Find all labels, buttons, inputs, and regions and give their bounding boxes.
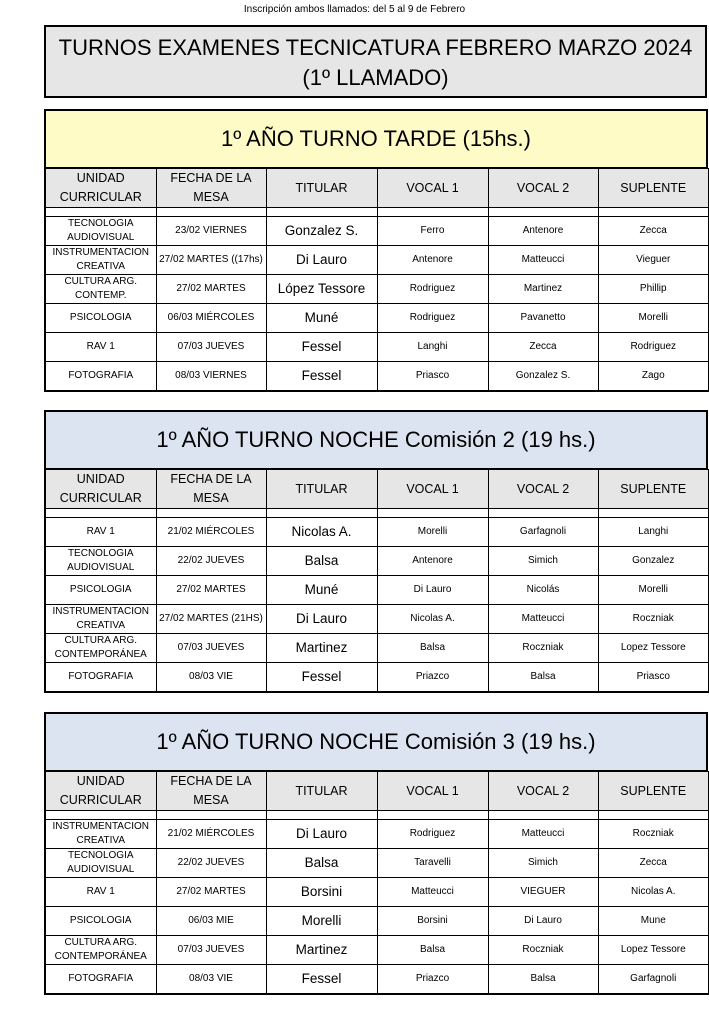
- vocal-2-cell: Pavanetto: [488, 304, 598, 333]
- empty-cell: [266, 811, 377, 820]
- table-row: [45, 275, 709, 304]
- table-row: [45, 605, 709, 634]
- vocal-1-cell: Di Lauro: [377, 576, 488, 605]
- unidad-curricular-cell: RAV 1: [45, 518, 156, 547]
- header-fecha-mesa: FECHA DE LA MESA: [156, 470, 266, 509]
- fecha-mesa-cell: 08/03 VIE: [156, 663, 266, 693]
- table-row: [45, 663, 709, 693]
- suplente-cell: Vieguer: [598, 246, 709, 275]
- header-vocal-2: VOCAL 2: [488, 772, 598, 811]
- fecha-mesa-cell: 21/02 MIÉRCOLES: [156, 518, 266, 547]
- fecha-mesa-cell: 27/02 MARTES: [156, 275, 266, 304]
- spacer-row: [45, 208, 709, 217]
- suplente-cell: Roczniak: [598, 605, 709, 634]
- fecha-mesa-cell: 06/03 MIE: [156, 907, 266, 936]
- empty-cell: [377, 509, 488, 518]
- vocal-2-cell: Gonzalez S.: [488, 362, 598, 392]
- header-vocal-1: VOCAL 1: [377, 470, 488, 509]
- suplente-cell: Priasco: [598, 663, 709, 693]
- unidad-curricular-cell: CULTURA ARG. CONTEMPORÁNEA: [45, 634, 156, 663]
- vocal-2-cell: Nicolás: [488, 576, 598, 605]
- empty-cell: [377, 811, 488, 820]
- empty-cell: [156, 509, 266, 518]
- fecha-mesa-cell: 27/02 MARTES (21HS): [156, 605, 266, 634]
- empty-cell: [377, 208, 488, 217]
- suplente-cell: Lopez Tessore: [598, 634, 709, 663]
- header-unidad-curricular: UNIDAD CURRICULAR: [45, 470, 156, 509]
- block-title: 1º AÑO TURNO NOCHE Comisión 2 (19 hs.): [44, 410, 708, 469]
- fecha-mesa-cell: 06/03 MIÉRCOLES: [156, 304, 266, 333]
- header-unidad-curricular: UNIDAD CURRICULAR: [45, 772, 156, 811]
- vocal-2-cell: Balsa: [488, 663, 598, 693]
- titular-cell: Di Lauro: [266, 820, 377, 849]
- unidad-curricular-cell: PSICOLOGIA: [45, 304, 156, 333]
- empty-cell: [488, 509, 598, 518]
- table-row: [45, 217, 709, 246]
- unidad-curricular-cell: TECNOLOGIA AUDIOVISUAL: [45, 849, 156, 878]
- fecha-mesa-cell: 07/03 JUEVES: [156, 634, 266, 663]
- suplente-cell: Mune: [598, 907, 709, 936]
- vocal-2-cell: Simich: [488, 547, 598, 576]
- titular-cell: Morelli: [266, 907, 377, 936]
- block-noche-comision-3: [44, 712, 708, 995]
- unidad-curricular-cell: INSTRUMENTACION CREATIVA: [45, 246, 156, 275]
- fecha-mesa-cell: 27/02 MARTES: [156, 878, 266, 907]
- vocal-2-cell: Martinez: [488, 275, 598, 304]
- empty-cell: [45, 811, 156, 820]
- header-row: [45, 772, 709, 811]
- vocal-1-cell: Priazco: [377, 663, 488, 693]
- vocal-1-cell: Langhi: [377, 333, 488, 362]
- vocal-1-cell: Balsa: [377, 634, 488, 663]
- fecha-mesa-cell: 08/03 VIERNES: [156, 362, 266, 392]
- titular-cell: Borsini: [266, 878, 377, 907]
- vocal-2-cell: Matteucci: [488, 246, 598, 275]
- fecha-mesa-cell: 22/02 JUEVES: [156, 849, 266, 878]
- vocal-2-cell: Balsa: [488, 965, 598, 995]
- titular-cell: López Tessore: [266, 275, 377, 304]
- unidad-curricular-cell: INSTRUMENTACION CREATIVA: [45, 820, 156, 849]
- titular-cell: Muné: [266, 576, 377, 605]
- titular-cell: Martinez: [266, 634, 377, 663]
- titular-cell: Di Lauro: [266, 605, 377, 634]
- spacer-row: [45, 509, 709, 518]
- titular-cell: Martinez: [266, 936, 377, 965]
- unidad-curricular-cell: PSICOLOGIA: [45, 576, 156, 605]
- unidad-curricular-cell: FOTOGRAFIA: [45, 663, 156, 693]
- vocal-2-cell: Roczniak: [488, 634, 598, 663]
- fecha-mesa-cell: 22/02 JUEVES: [156, 547, 266, 576]
- fecha-mesa-cell: 08/03 VIE: [156, 965, 266, 995]
- suplente-cell: Zecca: [598, 849, 709, 878]
- suplente-cell: Morelli: [598, 576, 709, 605]
- main-title-line2: (1º LLAMADO): [302, 65, 449, 90]
- vocal-1-cell: Morelli: [377, 518, 488, 547]
- vocal-1-cell: Rodriguez: [377, 275, 488, 304]
- unidad-curricular-cell: RAV 1: [45, 878, 156, 907]
- suplente-cell: Morelli: [598, 304, 709, 333]
- suplente-cell: Gonzalez: [598, 547, 709, 576]
- vocal-1-cell: Antenore: [377, 547, 488, 576]
- vocal-2-cell: Matteucci: [488, 605, 598, 634]
- suplente-cell: Nicolas A.: [598, 878, 709, 907]
- main-title-line1: TURNOS EXAMENES TECNICATURA FEBRERO MARZO 2024: [58, 35, 693, 60]
- suplente-cell: Rodriguez: [598, 333, 709, 362]
- vocal-2-cell: Antenore: [488, 217, 598, 246]
- unidad-curricular-cell: TECNOLOGIA AUDIOVISUAL: [45, 547, 156, 576]
- header-fecha-mesa: FECHA DE LA MESA: [156, 772, 266, 811]
- titular-cell: Muné: [266, 304, 377, 333]
- exam-table: [44, 168, 709, 392]
- empty-cell: [488, 208, 598, 217]
- empty-cell: [266, 208, 377, 217]
- titular-cell: Fessel: [266, 333, 377, 362]
- vocal-1-cell: Rodriguez: [377, 304, 488, 333]
- titular-cell: Nicolas A.: [266, 518, 377, 547]
- header-titular: TITULAR: [266, 470, 377, 509]
- empty-cell: [266, 509, 377, 518]
- unidad-curricular-cell: FOTOGRAFIA: [45, 362, 156, 392]
- vocal-1-cell: Priasco: [377, 362, 488, 392]
- spacer-row: [45, 811, 709, 820]
- empty-cell: [45, 208, 156, 217]
- header-unidad-curricular: UNIDAD CURRICULAR: [45, 169, 156, 208]
- block-noche-comision-2: [44, 410, 708, 693]
- table-row: [45, 965, 709, 995]
- unidad-curricular-cell: CULTURA ARG. CONTEMPORÁNEA: [45, 936, 156, 965]
- vocal-2-cell: Garfagnoli: [488, 518, 598, 547]
- table-row: [45, 820, 709, 849]
- table-row: [45, 518, 709, 547]
- unidad-curricular-cell: CULTURA ARG. CONTEMP.: [45, 275, 156, 304]
- empty-cell: [598, 811, 709, 820]
- unidad-curricular-cell: TECNOLOGIA AUDIOVISUAL: [45, 217, 156, 246]
- vocal-1-cell: Rodriguez: [377, 820, 488, 849]
- titular-cell: Balsa: [266, 547, 377, 576]
- header-suplente: SUPLENTE: [598, 772, 709, 811]
- vocal-1-cell: Nicolas A.: [377, 605, 488, 634]
- vocal-2-cell: Roczniak: [488, 936, 598, 965]
- suplente-cell: Garfagnoli: [598, 965, 709, 995]
- block-tarde: [44, 109, 708, 392]
- empty-cell: [598, 509, 709, 518]
- empty-cell: [598, 208, 709, 217]
- header-titular: TITULAR: [266, 169, 377, 208]
- suplente-cell: Zago: [598, 362, 709, 392]
- table-row: [45, 849, 709, 878]
- table-row: [45, 878, 709, 907]
- fecha-mesa-cell: 07/03 JUEVES: [156, 333, 266, 362]
- vocal-2-cell: VIEGUER: [488, 878, 598, 907]
- exam-table: [44, 469, 709, 693]
- header-vocal-1: VOCAL 1: [377, 772, 488, 811]
- header-vocal-2: VOCAL 2: [488, 169, 598, 208]
- vocal-1-cell: Balsa: [377, 936, 488, 965]
- exam-table: [44, 771, 709, 995]
- main-title: [44, 25, 707, 98]
- table-row: [45, 907, 709, 936]
- header-titular: TITULAR: [266, 772, 377, 811]
- vocal-1-cell: Taravelli: [377, 849, 488, 878]
- vocal-2-cell: Matteucci: [488, 820, 598, 849]
- fecha-mesa-cell: 07/03 JUEVES: [156, 936, 266, 965]
- suplente-cell: Phillip: [598, 275, 709, 304]
- vocal-1-cell: Matteucci: [377, 878, 488, 907]
- unidad-curricular-cell: INSTRUMENTACION CREATIVA: [45, 605, 156, 634]
- table-row: [45, 576, 709, 605]
- vocal-1-cell: Priazco: [377, 965, 488, 995]
- table-row: [45, 333, 709, 362]
- suplente-cell: Langhi: [598, 518, 709, 547]
- header-vocal-1: VOCAL 1: [377, 169, 488, 208]
- block-title: 1º AÑO TURNO NOCHE Comisión 3 (19 hs.): [44, 712, 708, 771]
- fecha-mesa-cell: 27/02 MARTES ((17hs): [156, 246, 266, 275]
- empty-cell: [488, 811, 598, 820]
- vocal-2-cell: Zecca: [488, 333, 598, 362]
- fecha-mesa-cell: 23/02 VIERNES: [156, 217, 266, 246]
- fecha-mesa-cell: 27/02 MARTES: [156, 576, 266, 605]
- vocal-2-cell: Di Lauro: [488, 907, 598, 936]
- vocal-2-cell: Simich: [488, 849, 598, 878]
- titular-cell: Di Lauro: [266, 246, 377, 275]
- header-row: [45, 169, 709, 208]
- titular-cell: Balsa: [266, 849, 377, 878]
- titular-cell: Fessel: [266, 362, 377, 392]
- unidad-curricular-cell: RAV 1: [45, 333, 156, 362]
- header-suplente: SUPLENTE: [598, 470, 709, 509]
- header-suplente: SUPLENTE: [598, 169, 709, 208]
- titular-cell: Gonzalez S.: [266, 217, 377, 246]
- empty-cell: [156, 208, 266, 217]
- vocal-1-cell: Antenore: [377, 246, 488, 275]
- unidad-curricular-cell: FOTOGRAFIA: [45, 965, 156, 995]
- suplente-cell: Lopez Tessore: [598, 936, 709, 965]
- table-row: [45, 362, 709, 392]
- block-title: 1º AÑO TURNO TARDE (15hs.): [44, 109, 708, 168]
- suplente-cell: Roczniak: [598, 820, 709, 849]
- fecha-mesa-cell: 21/02 MIÉRCOLES: [156, 820, 266, 849]
- table-row: [45, 936, 709, 965]
- vocal-1-cell: Borsini: [377, 907, 488, 936]
- empty-cell: [156, 811, 266, 820]
- table-row: [45, 634, 709, 663]
- table-row: [45, 547, 709, 576]
- unidad-curricular-cell: PSICOLOGIA: [45, 907, 156, 936]
- header-row: [45, 470, 709, 509]
- empty-cell: [45, 509, 156, 518]
- registration-note: Inscripción ambos llamados: del 5 al 9 de Febrero: [243, 4, 466, 15]
- titular-cell: Fessel: [266, 965, 377, 995]
- header-vocal-2: VOCAL 2: [488, 470, 598, 509]
- vocal-1-cell: Ferro: [377, 217, 488, 246]
- table-row: [45, 246, 709, 275]
- header-fecha-mesa: FECHA DE LA MESA: [156, 169, 266, 208]
- suplente-cell: Zecca: [598, 217, 709, 246]
- table-row: [45, 304, 709, 333]
- titular-cell: Fessel: [266, 663, 377, 693]
